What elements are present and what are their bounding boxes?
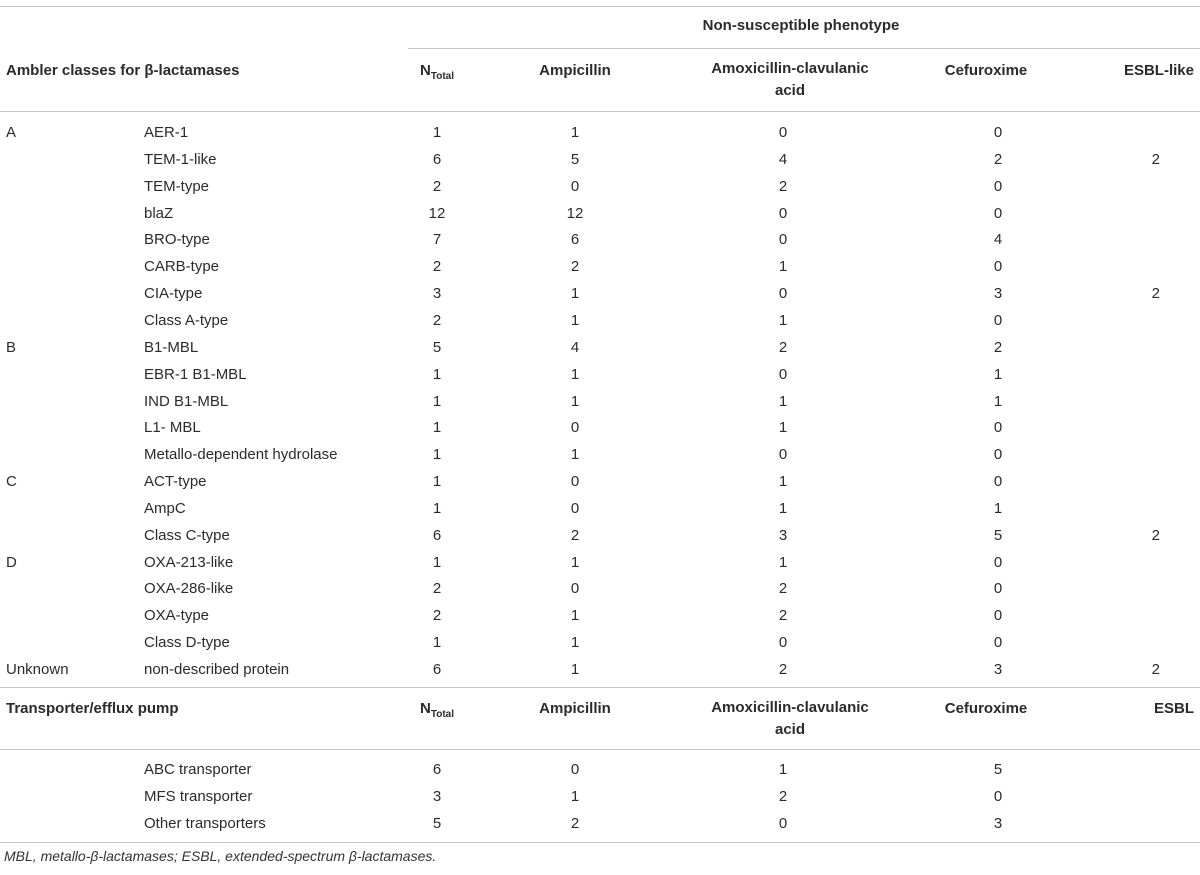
ampicillin-cell: 1: [570, 607, 580, 625]
n-total-cell: 1: [432, 634, 442, 652]
n-total-cell: 2: [432, 580, 442, 598]
enzyme-cell: Metallo-dependent hydrolase: [144, 446, 338, 464]
cefuroxime-header-2: Cefuroxime: [944, 700, 1028, 717]
ampicillin-cell: 0: [570, 473, 580, 491]
enzyme-cell: Class A-type: [144, 311, 229, 329]
n-total-cell: 6: [432, 150, 442, 168]
amox-cell: 2: [778, 338, 788, 356]
cefuroxime-cell: 0: [993, 607, 1003, 625]
n-total-cell: 3: [432, 285, 442, 303]
ampicillin-cell: 1: [570, 392, 580, 410]
cefuroxime-cell: 0: [993, 124, 1003, 141]
ampicillin-cell: 5: [570, 150, 580, 168]
enzyme-cell: OXA-286-like: [144, 580, 234, 598]
class-cell: A: [6, 124, 17, 141]
n-total-main: N: [420, 62, 431, 79]
ampicillin-header: Ampicillin: [539, 62, 611, 79]
n-total-cell: 1: [432, 553, 442, 571]
cefuroxime-cell: 0: [993, 473, 1003, 491]
n-total-cell: 7: [432, 231, 442, 249]
ampicillin-cell: 2: [570, 526, 580, 544]
ampicillin-cell: 1: [570, 446, 580, 464]
amox-cell: 1: [778, 553, 788, 571]
cefuroxime-cell: 0: [993, 177, 1003, 195]
cefuroxime-cell: 3: [993, 285, 1003, 303]
amox-cell: 0: [778, 634, 788, 652]
n-total-cell: 1: [432, 124, 442, 141]
amox-cell: 2: [778, 177, 788, 195]
ampicillin-cell: 0: [570, 580, 580, 598]
amox-cell: 0: [778, 814, 788, 832]
cefuroxime-cell: 3: [993, 661, 1003, 678]
esbl-cell: 2: [1151, 150, 1160, 168]
cefuroxime-cell: 0: [993, 311, 1003, 329]
amox-cell: 0: [778, 231, 788, 249]
cefuroxime-cell: 5: [993, 761, 1003, 778]
cefuroxime-cell: 0: [993, 446, 1003, 464]
enzyme-cell: CARB-type: [144, 258, 220, 276]
bottom-rule: [0, 842, 1200, 843]
amox-cell: 2: [778, 580, 788, 598]
cefuroxime-cell: 3: [993, 814, 1003, 832]
table-footnote: MBL, metallo-β-lactamases; ESBL, extended-spectrum β-lactamases.: [4, 848, 437, 864]
n-total-cell: 6: [432, 661, 442, 678]
enzyme-cell: AER-1: [144, 124, 189, 141]
cefuroxime-cell: 2: [993, 338, 1003, 356]
cefuroxime-cell: 1: [993, 365, 1003, 383]
enzyme-cell: L1- MBL: [144, 419, 201, 437]
n-total-main-2: N: [420, 700, 431, 717]
n-total-cell: 6: [432, 526, 442, 544]
enzyme-cell: ABC transporter: [144, 761, 252, 778]
esbl-cell: 2: [1151, 285, 1160, 303]
ampicillin-cell: 0: [570, 499, 580, 517]
class-cell: B: [6, 338, 17, 356]
group-rule: [408, 48, 1200, 49]
ampicillin-cell: 4: [570, 338, 580, 356]
n-total-cell: 1: [432, 473, 442, 491]
amox-header: Amoxicillin-clavulanic acid: [711, 60, 869, 99]
esbl-cell: 2: [1151, 661, 1160, 678]
amox-cell: 1: [778, 473, 788, 491]
amox-cell: 0: [778, 124, 788, 141]
cefuroxime-cell: 4: [993, 231, 1003, 249]
cefuroxime-cell: 1: [993, 392, 1003, 410]
amox-cell: 0: [778, 285, 788, 303]
esbl-cell: 2: [1151, 526, 1160, 544]
ampicillin-cell: 1: [570, 661, 580, 678]
n-total-cell: 6: [432, 761, 442, 778]
n-total-cell: 1: [432, 499, 442, 517]
amox-cell: 1: [778, 311, 788, 329]
n-total-cell: 12: [428, 204, 446, 222]
amox-cell: 1: [778, 419, 788, 437]
header-bottom-rule: [0, 111, 1200, 112]
amox-header-2: Amoxicillin-clavulanic acid: [711, 699, 869, 738]
cefuroxime-cell: 0: [993, 258, 1003, 276]
n-total-header-2: [420, 699, 454, 725]
amox-cell: 2: [778, 787, 788, 805]
enzyme-cell: TEM-1-like: [144, 150, 217, 168]
enzyme-cell: ACT-type: [144, 473, 207, 491]
enzyme-cell: non-described protein: [144, 661, 290, 678]
enzyme-cell: blaZ: [144, 204, 174, 222]
n-total-cell: 1: [432, 365, 442, 383]
ampicillin-cell: 1: [570, 311, 580, 329]
ampicillin-cell: 1: [570, 285, 580, 303]
ampicillin-cell: 0: [570, 761, 580, 778]
amox-cell: 4: [778, 150, 788, 168]
amox-cell: 2: [778, 607, 788, 625]
enzyme-cell: MFS transporter: [144, 787, 253, 805]
amox-cell: 1: [778, 392, 788, 410]
enzyme-cell: BRO-type: [144, 231, 210, 249]
top-rule: [0, 6, 1200, 7]
amox-cell: 1: [778, 499, 788, 517]
cefuroxime-cell: 0: [993, 634, 1003, 652]
row-header: Ambler classes for β-lactamases: [6, 62, 240, 79]
n-total-cell: 5: [432, 814, 442, 832]
ampicillin-cell: 1: [570, 553, 580, 571]
ampicillin-cell: 12: [566, 204, 584, 222]
cefuroxime-cell: 5: [993, 526, 1003, 544]
ampicillin-cell: 2: [570, 258, 580, 276]
header2-bottom-rule: [0, 749, 1200, 750]
class-cell: C: [6, 473, 17, 491]
amox-cell: 0: [778, 446, 788, 464]
cefuroxime-header: Cefuroxime: [944, 62, 1028, 79]
ampicillin-cell: 0: [570, 177, 580, 195]
enzyme-cell: EBR-1 B1-MBL: [144, 365, 247, 383]
cefuroxime-cell: 0: [993, 204, 1003, 222]
amox-cell: 0: [778, 365, 788, 383]
amox-cell: 0: [778, 204, 788, 222]
n-total-cell: 3: [432, 787, 442, 805]
n-total-header: [420, 61, 454, 87]
group-title: Non-susceptible phenotype: [702, 17, 900, 34]
enzyme-cell: TEM-type: [144, 177, 210, 195]
amox-cell: 1: [778, 258, 788, 276]
esbl-like-header: ESBL-like: [1123, 62, 1194, 79]
ampicillin-cell: 1: [570, 365, 580, 383]
n-total-sub: Total: [430, 71, 454, 82]
ampicillin-cell: 6: [570, 231, 580, 249]
enzyme-cell: IND B1-MBL: [144, 392, 229, 410]
cefuroxime-cell: 0: [993, 553, 1003, 571]
cefuroxime-cell: 1: [993, 499, 1003, 517]
class-cell: Unknown: [6, 661, 69, 678]
n-total-cell: 2: [432, 177, 442, 195]
ampicillin-cell: 0: [570, 419, 580, 437]
n-total-cell: 5: [432, 338, 442, 356]
cefuroxime-cell: 2: [993, 150, 1003, 168]
class-cell: D: [6, 553, 17, 571]
row-header-2: Transporter/efflux pump: [6, 700, 179, 717]
n-total-cell: 2: [432, 607, 442, 625]
cefuroxime-cell: 0: [993, 580, 1003, 598]
cefuroxime-cell: 0: [993, 419, 1003, 437]
enzyme-cell: B1-MBL: [144, 338, 199, 356]
esbl-header-2: ESBL: [1153, 700, 1194, 717]
n-total-cell: 2: [432, 258, 442, 276]
amox-cell: 1: [778, 761, 788, 778]
ampicillin-header-2: Ampicillin: [539, 700, 611, 717]
n-total-cell: 1: [432, 392, 442, 410]
enzyme-cell: OXA-213-like: [144, 553, 234, 571]
n-total-sub-2: Total: [430, 709, 454, 720]
ampicillin-cell: 1: [570, 787, 580, 805]
section-rule: [0, 687, 1200, 688]
ampicillin-cell: 2: [570, 814, 580, 832]
enzyme-cell: AmpC: [144, 499, 186, 517]
ampicillin-cell: 1: [570, 124, 580, 141]
n-total-cell: 1: [432, 446, 442, 464]
ampicillin-cell: 1: [570, 634, 580, 652]
enzyme-cell: Other transporters: [144, 814, 266, 832]
enzyme-cell: CIA-type: [144, 285, 203, 303]
n-total-cell: 2: [432, 311, 442, 329]
n-total-cell: 1: [432, 419, 442, 437]
enzyme-cell: Class D-type: [144, 634, 230, 652]
amox-cell: 2: [778, 661, 788, 678]
enzyme-cell: OXA-type: [144, 607, 210, 625]
amox-cell: 3: [778, 526, 788, 544]
enzyme-cell: Class C-type: [144, 526, 230, 544]
cefuroxime-cell: 0: [993, 787, 1003, 805]
